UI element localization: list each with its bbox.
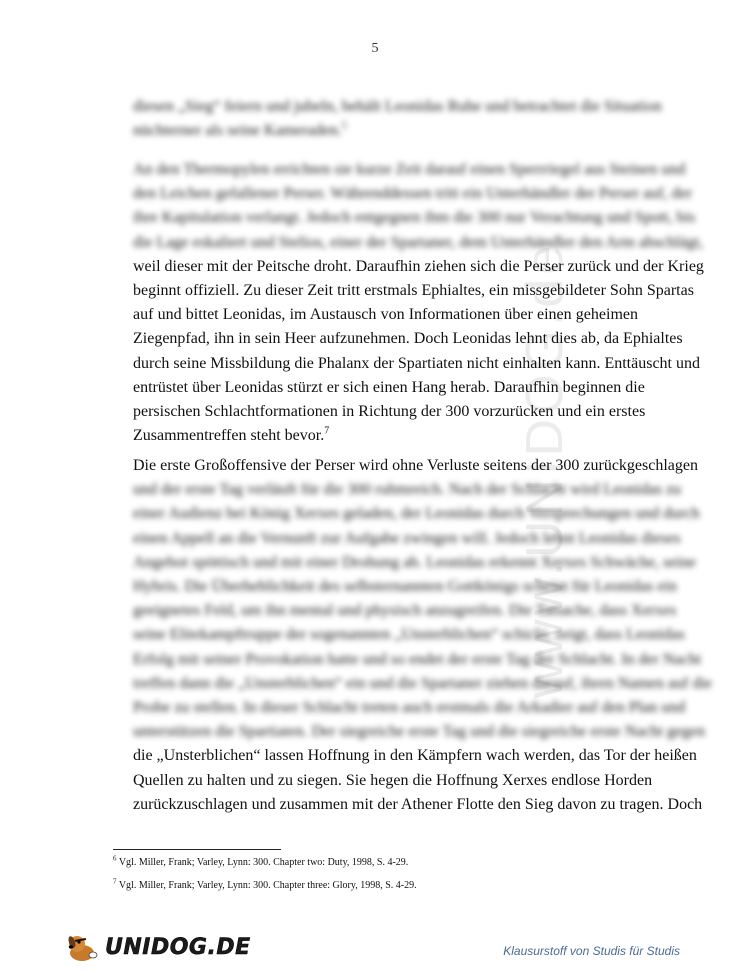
dog-mascot-icon [65,929,101,965]
text-line: nüchterner als seine Kameraden.$^5$ [133,120,347,140]
text-line: weil dieser mit der Peitsche droht. Daraufhin ziehen sich die Perser zurück und der Krieg [133,257,704,275]
unidog-logo [65,927,251,967]
page-number: 5 [371,41,379,56]
text-line: durch seine Missbildung die Phalanx der Spartiaten nicht einhalten kann. Enttäuscht und [133,354,700,372]
text-line: Quellen zu halten und zu siegen. Sie hegen die Hoffnung Xerxes endlose Horden [133,771,653,789]
text-line: beginnt offiziell. Zu dieser Zeit tritt erstmals Ephialtes, ein missgebildeter Sohn Spartas [133,282,694,300]
text-line: die „Unsterblichen“ lassen Hoffnung in den Kämpfern wach werden, das Tor der heißen [133,747,697,765]
footnote-ref: 7 [324,425,330,437]
text-line: Angebot spöttisch und mit einer Drohung ab. Leonidas erkennt Xerxes Schwäche, seine [133,553,696,571]
text-line: Hybris. Die Überheblichkeit des selbsternannten Gottkönigs scheint für Leonidas ein [133,578,677,596]
watermark-text: www.UNIDOG.de [516,241,574,699]
text-line: Die erste Großoffensive der Perser wird ohne Verluste seitens der 300 zurückgeschlagen [133,457,698,474]
text-line: entrüstet über Leonidas stürzt er sich einen Hang herab. Daraufhin beginnen die [133,378,645,396]
text-line: treffen dann die „Unsterblichen“ ein und die Spartaner ziehen darauf, ihren Namen auf die [133,674,713,692]
text-line: die Lage eskaliert und Stelios, einer der Spartaner, dem Unterhändler den Arm abschlägt, [133,233,704,251]
footnote-divider [113,849,281,850]
text-line: Ziegenpfad, ihn in sein Heer aufzunehmen. Doch Leonidas lehnt dies ab, da Ephialtes [133,330,683,348]
text-line: einen Appell an die Vernunft zur Aufgabe zwingen will. Jedoch lehnt Leonidas dieses [133,529,681,547]
text-line: geeignetes Feld, um ihn mental und physisch anzugreifen. Die Tatsache, dass Xerxes [133,602,677,620]
intro-paragraph [133,95,662,143]
text-line: unterstützen die Spartiaten. Der siegreiche erste Tag und die siegreiche erste Nacht gegen [133,723,706,741]
text-line: auf und bittet Leonidas, im Austausch von Informationen über einen geheimen [133,306,638,324]
text-line: diesen „Sieg“ feiern und jubeln, behält Leonidas Ruhe und betrachtet die Situation [133,98,662,115]
logo-text: UNIDOG.DE [105,934,251,960]
text-line: seine Elitekampftruppe der sogenannten „Unsterblichen“ schickt, zeigt, dass Leonidas [133,626,685,644]
paragraph-first-offensive [133,454,713,817]
blurred-section [133,478,713,744]
tagline: Klausurstoff von Studis für Studis [503,944,680,958]
text-line: den Leichen gefallener Perser. Währenddessen tritt ein Unterhändler der Perser auf, der [133,185,693,203]
text-line: persischen Schlachtformationen in Richtung der 300 vorzurücken und ein erstes [133,403,646,421]
text-line: einer Audienz bei König Xerxes geladen, der Leonidas durch Versprechungen und durch [133,505,700,523]
text-line: und der erste Tag verläuft für die 300 ruhmreich. Nach der Schlacht wird Leonidas zu [133,481,682,499]
text-line: Zusammentreffen steht bevor.$^7$ [133,425,330,445]
text-line: Erfolg mit seiner Provokation hatte und so endet der erste Tag der Schlacht. In der Nacht [133,650,702,668]
text-line: zurückzuschlagen und zusammen mit der Athener Flotte den Sieg davon zu tragen. Doch [133,795,703,813]
blurred-section [133,158,704,255]
paragraph-thermopylae [133,158,704,448]
text-line: An den Thermopylen errichten sie kurze Zeit darauf einen Sperrriegel aus Steinen und [133,161,686,178]
footnote-7: $^7$ Vgl. Miller, Frank; Varley, Lynn: 300. Chapter three: Glory, 1998, S. 4-29. [113,877,417,891]
text-line: ihre Kapitulation verlangt. Jedoch entgegnen ihm die 300 nur Verachtung und Spott, bis [133,209,696,227]
text-line: Probe zu stellen. In dieser Schlacht treten auch erstmals die Arkadier auf den Plan und [133,699,686,717]
footnote-6: $^6$ Vgl. Miller, Frank; Varley, Lynn: 300. Chapter two: Duty, 1998, S. 4-29. [113,854,409,868]
